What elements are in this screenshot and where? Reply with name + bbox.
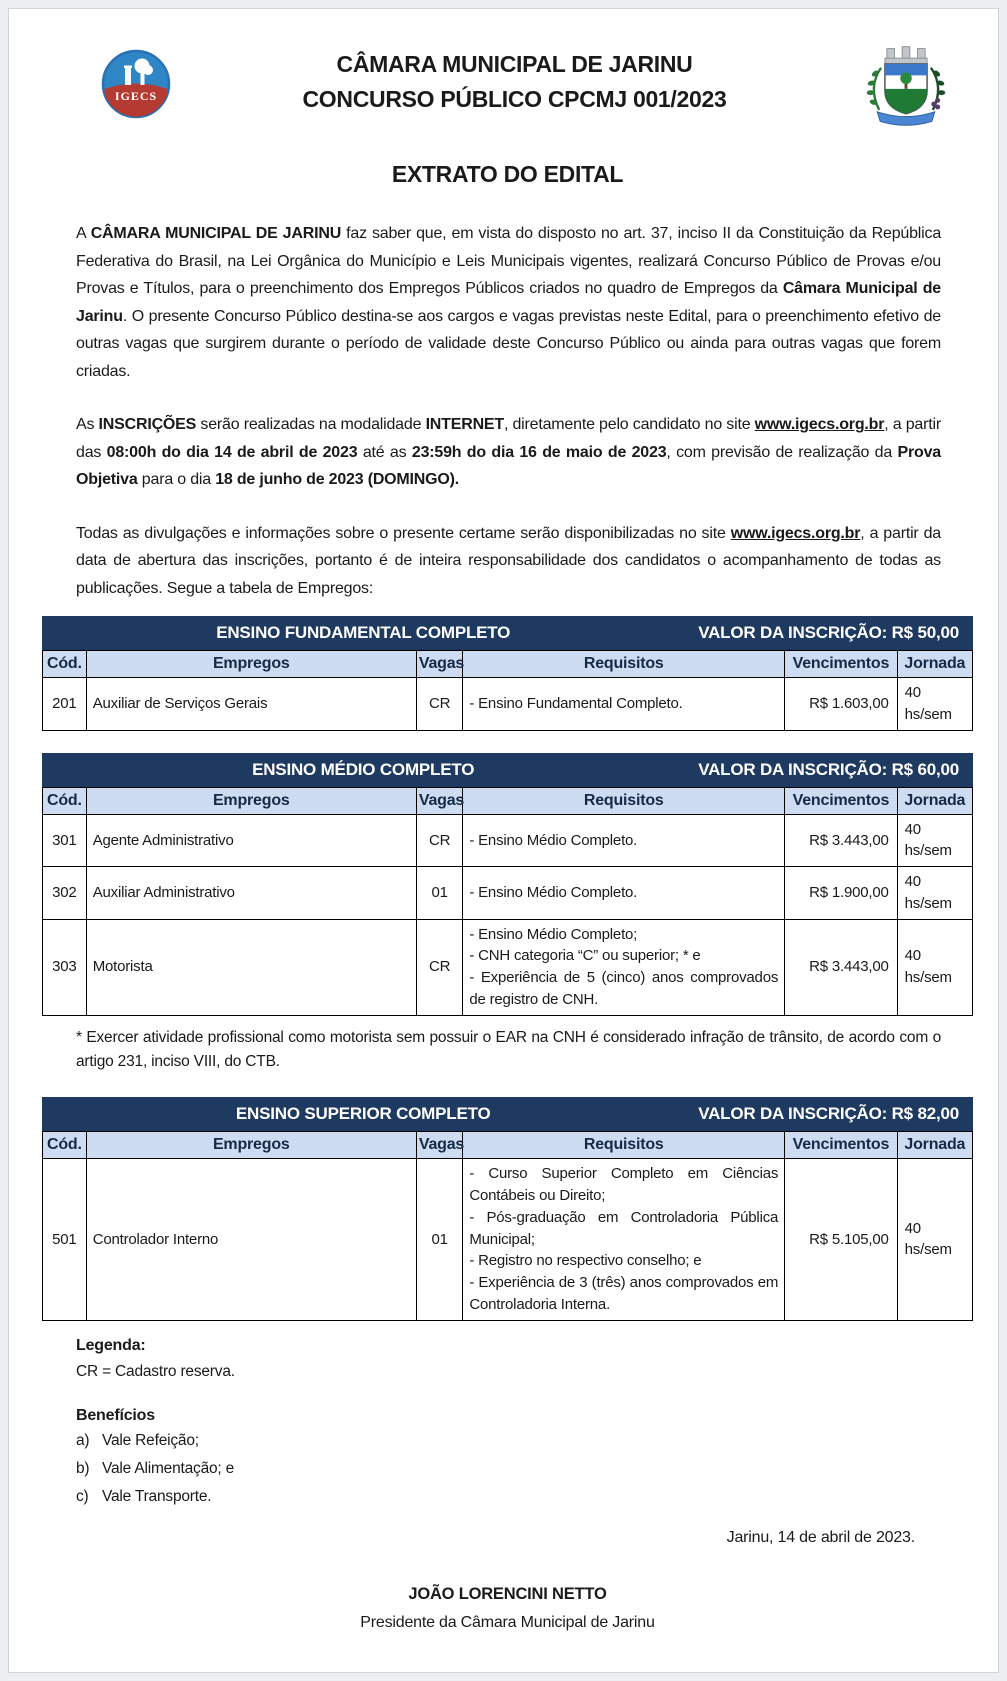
benefit-item — [76, 1485, 941, 1509]
cell-requisitos: - Curso Superior Completo em Ciências Contábeis ou Direito; - Pós-graduação em Controladoria Pública Municipal; - Registro no respectivo conselho; e - Experiência de 3 (três) anos comprovados em Controladoria Interna. — [463, 1159, 785, 1320]
document-header — [42, 39, 973, 131]
emphasis-text: CÂMARA MUNICIPAL DE JARINU — [90, 225, 342, 242]
employment-table — [42, 1131, 973, 1320]
cell-vagas: CR — [416, 919, 463, 1015]
contest-subtitle: CONCURSO PÚBLICO CPCMJ 001/2023 — [302, 85, 727, 112]
column-header-row — [43, 651, 973, 678]
employment-table — [42, 787, 973, 1016]
cell-vencimentos: R$ 3.443,00 — [785, 814, 898, 867]
column-header: Requisitos — [463, 651, 785, 678]
cell-vencimentos: R$ 1.900,00 — [785, 867, 898, 920]
legend-title: Legenda: — [76, 1336, 146, 1354]
table-row — [43, 814, 973, 867]
cell-vagas: 01 — [416, 867, 463, 920]
cell-requisitos: - Ensino Médio Completo. — [463, 867, 785, 920]
cell-vagas: CR — [416, 814, 463, 867]
column-header: Requisitos — [463, 787, 785, 814]
table-inscription-value: VALOR DA INSCRIÇÃO: R$ 60,00 — [698, 759, 959, 779]
cell-vencimentos: R$ 3.443,00 — [785, 919, 898, 1015]
column-header: Cód. — [43, 1132, 87, 1159]
org-title: CÂMARA MUNICIPAL DE JARINU — [336, 51, 693, 77]
column-header: Jornada — [897, 787, 972, 814]
column-header-row — [43, 787, 973, 814]
cell-cod: 303 — [43, 919, 87, 1015]
benefits-title: Benefícios — [76, 1406, 155, 1424]
table-row — [43, 919, 973, 1015]
cell-cod: 501 — [43, 1159, 87, 1320]
benefit-item — [76, 1457, 941, 1481]
jarinu-coat-of-arms — [857, 39, 955, 131]
employment-table — [42, 650, 973, 731]
cell-cod: 301 — [43, 814, 87, 867]
column-header: Jornada — [897, 651, 972, 678]
column-header: Empregos — [86, 1132, 416, 1159]
document-title: EXTRATO DO EDITAL — [391, 161, 624, 187]
cell-vagas: CR — [416, 678, 463, 731]
cell-requisitos: - Ensino Médio Completo; - CNH categoria “C” ou superior; * e - Experiência de 5 (cinco) anos comprovados de registro de CNH. — [463, 919, 785, 1015]
cell-cod: 302 — [43, 867, 87, 920]
date-line: Jarinu, 14 de abril de 2023. — [726, 1528, 915, 1546]
cell-emprego: Controlador Interno — [86, 1159, 416, 1320]
table-medio — [42, 753, 973, 1016]
cell-emprego: Auxiliar de Serviços Gerais — [86, 678, 416, 731]
igecs-logo — [100, 39, 172, 125]
emphasis-text: Prova Objetiva — [76, 443, 941, 489]
emphasis-text: 08:00h do dia 14 de abril de 2023 — [106, 443, 358, 461]
benefit-label: c) — [76, 1487, 89, 1505]
svg-text:IGECS: IGECS — [114, 89, 158, 103]
column-header: Vencimentos — [785, 787, 898, 814]
table-row — [43, 867, 973, 920]
publications-paragraph: Todas as divulgações e informações sobre o presente certame serão disponibilizadas no site www.igecs.org.br, a partir da data de abertura das inscrições, portanto é de inteira responsabilidade dos candidatos o acompanhamento de todas as publicações. Segue a tabela de Empregos: — [76, 524, 941, 597]
column-header: Requisitos — [463, 1132, 785, 1159]
cell-cod: 201 — [43, 678, 87, 731]
emphasis-text: INTERNET — [425, 416, 504, 434]
cell-emprego: Auxiliar Administrativo — [86, 867, 416, 920]
intro-paragraph: A CÂMARA MUNICIPAL DE JARINU faz saber que, em vista do disposto no art. 37, inciso II da Constituição da República Federativa do Brasil, na Lei Orgânica do Município e Leis Municipais vigentes, realizará Concurso Público de Provas e/ou Provas e Títulos, para o preenchimento dos Empregos Públicos criados no quadro de Empregos da Câmara Municipal de Jarinu. O presente Concurso Público destina-se aos cargos e vagas previstas neste Edital, para o preenchimento efetivo de outras vagas que surgirem durante o período de validade deste Concurso Público ou ainda para outras vagas que forem criadas. — [76, 225, 942, 380]
column-header: Vagas — [416, 1132, 463, 1159]
cell-jornada: 40 hs/sem — [897, 1159, 972, 1320]
benefit-label: a) — [76, 1431, 90, 1449]
cell-jornada: 40 hs/sem — [897, 678, 972, 731]
table-superior — [42, 1097, 973, 1320]
emphasis-text: 18 de junho de 2023 (DOMINGO). — [215, 471, 460, 489]
column-header: Vagas — [416, 651, 463, 678]
cell-vagas: 01 — [416, 1159, 463, 1320]
signature-name: JOÃO LORENCINI NETTO — [408, 1584, 607, 1603]
benefit-text: Vale Transporte. — [102, 1487, 212, 1505]
document-page — [8, 8, 999, 1673]
column-header: Cód. — [43, 787, 87, 814]
column-header: Jornada — [897, 1132, 972, 1159]
column-header: Empregos — [86, 651, 416, 678]
table-inscription-value: VALOR DA INSCRIÇÃO: R$ 82,00 — [698, 1104, 959, 1124]
table-row — [43, 1159, 973, 1320]
cell-requisitos: - Ensino Fundamental Completo. — [463, 678, 785, 731]
motorista-footnote: * Exercer atividade profissional como motorista sem possuir o EAR na CNH é considerado infração de trânsito, de acordo com o artigo 231, inciso VIII, do CTB. — [76, 1028, 941, 1071]
cell-requisitos: - Ensino Médio Completo. — [463, 814, 785, 867]
column-header: Vencimentos — [785, 651, 898, 678]
column-header: Vagas — [416, 787, 463, 814]
table-title: ENSINO MÉDIO COMPLETO — [252, 759, 475, 779]
column-header-row — [43, 1132, 973, 1159]
column-header: Cód. — [43, 651, 87, 678]
column-header: Vencimentos — [785, 1132, 898, 1159]
cell-jornada: 40 hs/sem — [897, 919, 972, 1015]
cell-jornada: 40 hs/sem — [897, 814, 972, 867]
cell-vencimentos: R$ 1.603,00 — [785, 678, 898, 731]
legend-text: CR = Cadastro reserva. — [76, 1362, 235, 1380]
cell-vencimentos: R$ 5.105,00 — [785, 1159, 898, 1320]
table-row — [43, 678, 973, 731]
emphasis-text: INSCRIÇÕES — [98, 416, 197, 434]
benefit-text: Vale Alimentação; e — [102, 1459, 235, 1477]
benefit-item — [76, 1429, 941, 1453]
benefit-text: Vale Refeição; — [102, 1431, 199, 1449]
cell-jornada: 40 hs/sem — [897, 867, 972, 920]
table-title-band — [42, 616, 973, 650]
cell-emprego: Agente Administrativo — [86, 814, 416, 867]
table-title-band — [42, 1097, 973, 1131]
benefit-label: b) — [76, 1459, 90, 1477]
table-title: ENSINO SUPERIOR COMPLETO — [235, 1104, 491, 1124]
signature-role: Presidente da Câmara Municipal de Jarinu — [360, 1613, 655, 1631]
igecs-website-link[interactable]: www.igecs.org.br — [730, 524, 861, 542]
table-fundamental — [42, 616, 973, 731]
header-titles — [172, 39, 857, 116]
table-title-band — [42, 753, 973, 787]
igecs-website-link[interactable]: www.igecs.org.br — [754, 416, 885, 434]
cell-emprego: Motorista — [86, 919, 416, 1015]
table-inscription-value: VALOR DA INSCRIÇÃO: R$ 50,00 — [698, 623, 959, 643]
inscriptions-paragraph: As INSCRIÇÕES serão realizadas na modalidade INTERNET, diretamente pelo candidato no site www.igecs.org.br, a partir das 08:00h do dia 14 de abril de 2023 até as 23:59h do dia 16 de maio de 2023, com previsão de realização da Prova Objetiva para o dia 18 de junho de 2023 (DOMINGO). — [76, 416, 941, 489]
emphasis-text: Câmara Municipal de Jarinu — [76, 280, 941, 325]
table-title: ENSINO FUNDAMENTAL COMPLETO — [216, 623, 511, 643]
column-header: Empregos — [86, 787, 416, 814]
emphasis-text: 23:59h do dia 16 de maio de 2023 — [411, 443, 667, 461]
